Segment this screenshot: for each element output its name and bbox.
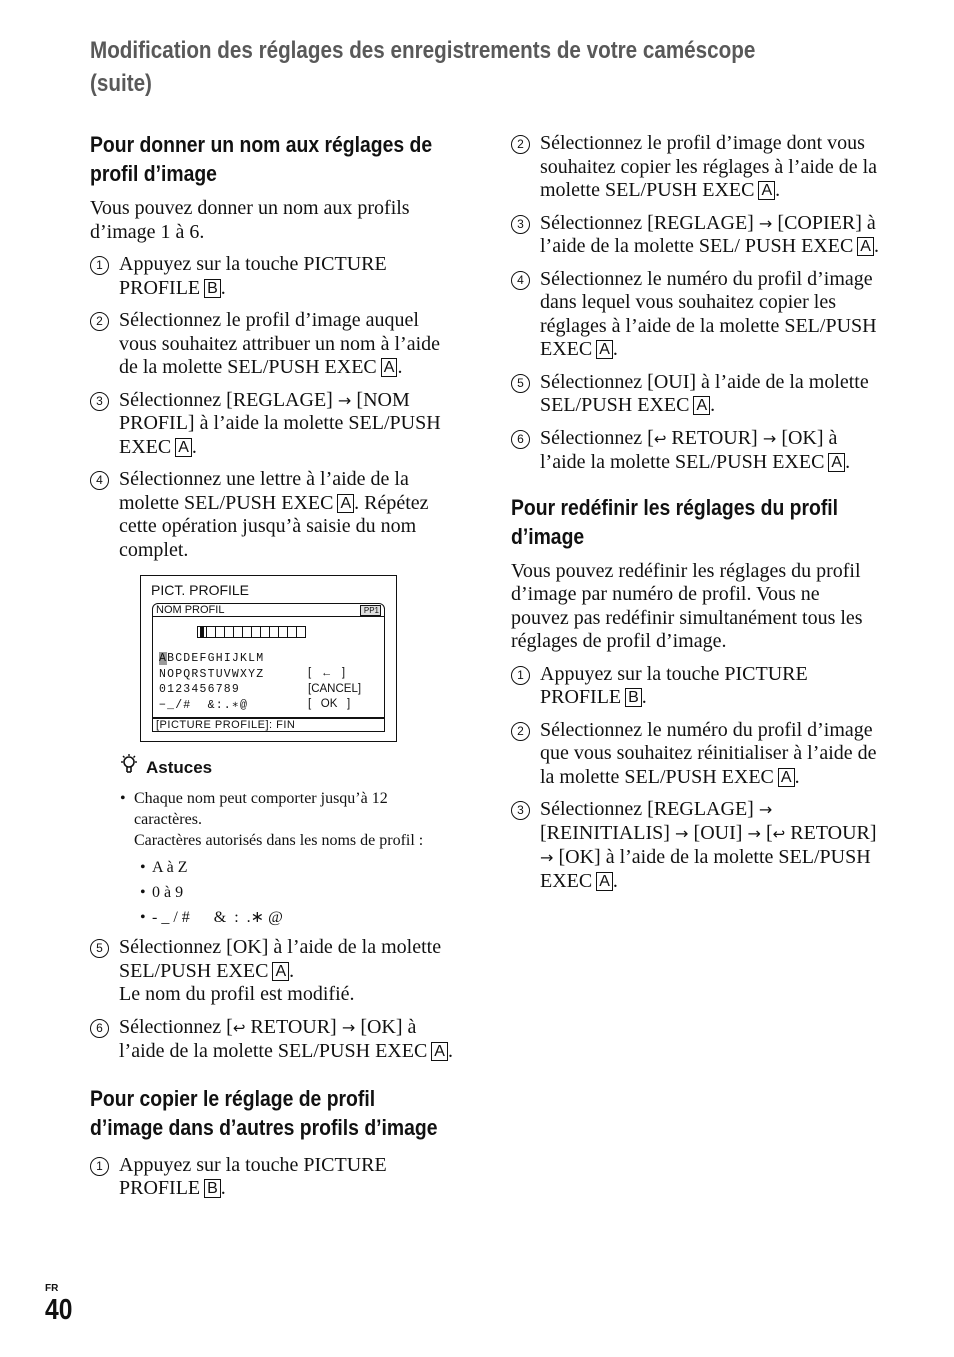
lcd-menu (308, 666, 361, 713)
arrow-icon: → (742, 823, 766, 843)
copy-profile-steps-continued (511, 132, 881, 475)
step-text: . (289, 959, 295, 982)
name-entry-field (197, 626, 306, 638)
step-item (511, 268, 881, 362)
step-text: Appuyez sur la touche PICTURE PROFILE (119, 253, 387, 299)
dial-key-b: B (204, 1179, 221, 1198)
character-row-chars[interactable]: BCDEFGHIJKLM (167, 652, 265, 665)
character-row-chars[interactable]: 0123456789 (159, 683, 241, 696)
right-column (511, 130, 881, 893)
tips-title: Astuces (146, 758, 213, 777)
step-text: Sélectionnez une lettre à l’aide de la molette SEL/PUSH EXEC (119, 468, 409, 514)
title-line: d’image dans d’autres profils d’image (90, 1114, 438, 1140)
step-item (90, 468, 460, 562)
lcd-header-label: NOM PROFIL (156, 604, 225, 616)
step-item (511, 132, 881, 203)
step-item (511, 663, 881, 710)
tips-heading (120, 754, 460, 782)
tip-text: Chaque nom peut comporter jusqu’à 12 caractères. (134, 790, 388, 828)
step-item (511, 427, 881, 475)
step-text: [OK] à l’aide la molette SEL/PUSH EXEC (540, 426, 838, 473)
step-text: Sélectionnez le numéro du profil d’image que vous souhaitez réinitialiser à l’aide de la molette SEL/PUSH EXEC (540, 718, 877, 788)
step-text: Sélectionnez le numéro du profil d’image dans lequel vous souhaitez copier les réglages à l’aide de la molette SEL/PUSH EXEC (540, 267, 877, 360)
name-char-slot (296, 626, 306, 638)
step-text: . (873, 235, 879, 257)
title-line: d’image (511, 523, 585, 549)
lightbulb-icon (120, 754, 138, 782)
selected-character[interactable]: A (159, 652, 168, 665)
step-text: RETOUR] (245, 1015, 337, 1038)
lcd-footer-text: [PICTURE PROFILE]: FIN (156, 719, 296, 731)
step-text: Sélectionnez [REGLAGE] (540, 211, 754, 234)
dial-key-a: A (778, 768, 795, 787)
step-number: 3 (511, 801, 530, 820)
return-icon: ↩ (772, 824, 786, 843)
lcd-back-option[interactable]: [ ← ] (308, 667, 346, 679)
step-item (511, 371, 881, 418)
step-number: 6 (511, 430, 530, 449)
dial-key-a: A (381, 358, 398, 377)
step-text: RETOUR] (666, 426, 758, 449)
step-text: . (397, 356, 403, 378)
dial-key-b: B (204, 279, 221, 298)
step-note: Le nom du profil est modifié. (119, 983, 355, 1005)
step-text: . Répétez cette opération jusqu’à saisie du nom complet. (119, 491, 429, 561)
dial-key-a: A (857, 237, 874, 256)
step-text: . (641, 686, 647, 708)
arrow-icon: → (669, 823, 694, 843)
step-text: [COPIER] à l’aide de la molette SEL/ PUSH EXEC (540, 211, 876, 257)
dial-key-a: A (758, 181, 775, 200)
tips-box (120, 754, 460, 930)
step-number: 2 (511, 135, 530, 154)
step-number: 1 (90, 256, 109, 275)
character-row (159, 682, 264, 698)
step-number: 5 (90, 939, 109, 958)
step-text: Appuyez sur la touche PICTURE PROFILE (540, 662, 808, 708)
step-text: . (845, 451, 851, 473)
character-row (159, 698, 264, 714)
page-number-value: 40 (45, 1294, 73, 1326)
step-text: Sélectionnez [OK] à l’aide de la molette SEL/PUSH EXEC (119, 936, 442, 982)
arrow-icon: → (753, 213, 778, 233)
profile-badge: PP1 (360, 605, 381, 616)
step-number: 1 (511, 666, 530, 685)
lcd-cancel-option[interactable]: [CANCEL] (308, 682, 362, 695)
dial-key-a: A (272, 962, 289, 981)
step-text: . (191, 435, 197, 458)
reset-profile-steps (511, 663, 881, 894)
step-text: . (220, 276, 226, 299)
step-text: Sélectionnez le profil d’image auquel vous souhaitez attribuer un nom à l’aide de la molette SEL/PUSH EXEC (119, 309, 441, 378)
step-text: Sélectionnez [REGLAGE] (540, 798, 754, 820)
step-text: RETOUR] (790, 821, 877, 844)
intro-paragraph: Vous pouvez donner un nom aux profils d’image 1 à 6. (90, 197, 410, 243)
step-item (90, 253, 460, 300)
page-number (45, 1283, 77, 1325)
step-text: . (447, 1040, 453, 1062)
dial-key-a: A (828, 453, 845, 472)
step-text: [OK] à l’aide de la molette SEL/PUSH EXEC (540, 846, 871, 892)
allowed-characters-item: • - _ / # & : .∗ @ (140, 905, 460, 930)
step-number: 1 (90, 1157, 109, 1176)
step-number: 3 (511, 215, 530, 234)
arrow-icon: → (540, 848, 559, 867)
step-text: . (220, 1177, 226, 1199)
reset-intro-paragraph: Vous pouvez redéfinir les réglages du profil d’image par numéro de profil. Vous ne pouvez pas redéfinir simultanément tous les réglages de profil d’image. (511, 559, 863, 652)
lcd-panel (152, 603, 385, 718)
step-text: Sélectionnez [ (119, 1015, 233, 1038)
return-icon: ↩ (232, 1018, 246, 1037)
step-number: 6 (90, 1019, 109, 1038)
step-text: Sélectionnez [OUI] à l’aide de la molette SEL/PUSH EXEC (540, 370, 869, 416)
section-title-reset-profile (511, 493, 837, 551)
step-item (511, 798, 881, 893)
dial-key-a: A (337, 494, 354, 513)
left-column (90, 130, 460, 1201)
step-item (90, 936, 460, 1007)
allowed-characters-item: • 0 à 9 (140, 880, 460, 905)
step-item (90, 389, 460, 460)
step-text: . (612, 869, 618, 892)
allowed-characters-item: • A à Z (140, 855, 460, 880)
return-icon: ↩ (653, 429, 667, 448)
dial-key-a: A (693, 396, 710, 415)
step-text: Appuyez sur la touche PICTURE PROFILE (119, 1153, 387, 1199)
step-number: 3 (90, 392, 109, 411)
step-text: . (612, 338, 618, 360)
dial-key-a: A (175, 438, 192, 457)
character-row (159, 651, 264, 667)
step-text: Sélectionnez [ (540, 426, 654, 449)
character-row (159, 667, 264, 683)
character-grid[interactable] (159, 651, 264, 713)
step-number: 4 (90, 471, 109, 490)
step-number: 5 (511, 374, 530, 393)
step-text: Sélectionnez [REGLAGE] (119, 388, 333, 411)
arrow-icon: → (757, 428, 782, 448)
lcd-title: PICT. PROFILE (151, 582, 250, 598)
dial-key-a: A (431, 1042, 448, 1061)
page-lang: FR (45, 1283, 59, 1294)
step-number: 2 (90, 312, 109, 331)
section-title-copy-profile (90, 1084, 438, 1142)
dial-key-b: B (625, 688, 642, 707)
tip-item (120, 788, 434, 851)
arrow-icon: → (753, 800, 773, 819)
arrow-icon: → (336, 1017, 361, 1037)
step-number: 2 (511, 722, 530, 741)
step-text: . (775, 179, 781, 201)
tip-text: Caractères autorisés dans les noms de profil : (134, 832, 424, 849)
page-header: Modification des réglages des enregistrements de votre caméscope (suite) (90, 37, 756, 97)
step-item (90, 309, 460, 380)
name-profile-steps (90, 253, 460, 562)
step-number: 4 (511, 271, 530, 290)
character-row-chars[interactable]: −_/# &:.∗@ (159, 698, 249, 712)
step-item (511, 212, 881, 259)
character-row-chars[interactable]: NOPQRSTUVWXYZ (159, 667, 265, 681)
step-text: [NOM PROFIL] à l’aide la molette SEL/PUSH EXEC (119, 388, 441, 458)
step-item (511, 719, 881, 790)
step-text: [REINITIALIS] (540, 821, 670, 844)
step-text: Sélectionnez le profil d’image dont vous souhaitez copier les réglages à l’aide de la molette SEL/PUSH EXEC (540, 132, 878, 201)
allowed-characters-list (140, 855, 460, 930)
step-text: . (710, 394, 716, 416)
step-text: . (794, 765, 800, 788)
lcd-screen (140, 575, 397, 742)
lcd-footer (152, 718, 385, 732)
arrow-icon: → (332, 390, 357, 410)
step-text: [OK] à l’aide de la molette SEL/PUSH EXEC (119, 1015, 428, 1062)
title-line: Pour redéfinir les réglages du profil (511, 494, 839, 520)
section-title-name-profile: Pour donner un nom aux réglages de profil d’image (90, 132, 433, 186)
name-profile-steps-continued (90, 936, 460, 1064)
step-item (90, 1016, 460, 1064)
dial-key-a: A (596, 872, 613, 891)
lcd-ok-option[interactable]: [ OK ] (308, 698, 351, 710)
step-text: [OUI] (693, 821, 743, 844)
lcd-header (153, 604, 384, 617)
step-text: [ (766, 821, 773, 844)
dial-key-a: A (596, 340, 613, 359)
title-line: Pour copier le réglage de profil (90, 1085, 376, 1111)
step-item (90, 1154, 460, 1201)
copy-profile-steps (90, 1154, 460, 1201)
